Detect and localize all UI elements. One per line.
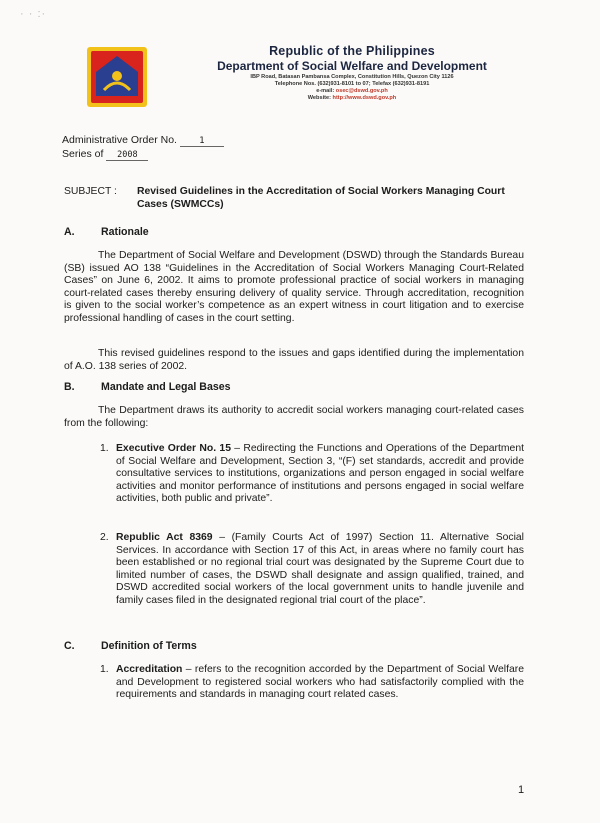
item-lead: Accreditation: [116, 664, 183, 675]
letterhead-republic: Republic of the Philippines: [269, 44, 435, 58]
email-label: e-mail:: [316, 88, 335, 94]
section-c-letter: C.: [64, 640, 75, 652]
section-a-letter: A.: [64, 226, 75, 238]
item-lead: Republic Act 8369: [116, 532, 213, 543]
mandate-item-1: [100, 443, 524, 506]
email-link[interactable]: osec@dswd.gov.ph: [335, 88, 388, 94]
subject-label: SUBJECT :: [64, 186, 117, 197]
letterhead-telephone: Telephone Nos. (632)931-8101 to 07; Telefax (632)931-8191: [274, 81, 430, 87]
section-b-letter: B.: [64, 381, 75, 393]
dswd-logo-icon: [86, 46, 148, 108]
section-a-heading: [64, 226, 149, 238]
admin-order-label: Administrative Order No.: [62, 134, 177, 146]
item-number: 1.: [100, 443, 109, 454]
rationale-paragraph-1: The Department of Social Welfare and Development (DSWD) through the Standards Bureau (SB) issued AO 138 “Guidelines in the Accreditation of Social Workers Managing Court-Related Cases” on June 6, 2002. It aims to promote professional practice of social workers in managing court-related cases thereby ensuring delivery of quality service. Through accreditation, recognition is given to the social worker’s competence as an expert witness in court litigation and to exercise professional handling of cases in the court setting.: [64, 250, 524, 324]
series-year: 2008: [106, 150, 148, 161]
mandate-intro: The Department draws its authority to accredit social workers managing court-related cases from the following:: [64, 405, 524, 429]
section-c-title: Definition of Terms: [101, 640, 197, 652]
series-label: Series of: [62, 148, 104, 160]
section-b-title: Mandate and Legal Bases: [101, 381, 231, 393]
admin-order-block: [62, 134, 224, 162]
website-label: Website:: [307, 95, 331, 101]
section-a-title: Rationale: [101, 226, 149, 238]
letterhead: [152, 44, 552, 101]
admin-order-number: 1: [180, 136, 224, 147]
letterhead-email-line: [152, 88, 552, 94]
item-text: – Redirecting the Functions and Operations of the Department of Social Welfare and Development, Section 3, “(F) set standards, accredit and provide consultative services to institutions, organizations and person engaged in social welfare activities and monitor performance of institutions and persons engaged in social welfare activities, both public and private”.: [116, 443, 524, 505]
letterhead-department: Department of Social Welfare and Development: [217, 59, 487, 73]
admin-order-number-row: [62, 134, 224, 148]
letterhead-website-line: [152, 95, 552, 101]
letterhead-address: IBP Road, Batasan Pambansa Complex, Constitution Hills, Quezon City 1126: [250, 74, 454, 80]
rationale-paragraph-2: This revised guidelines respond to the issues and gaps identified during the implementation of A.O. 138 series of 2002.: [64, 348, 524, 372]
item-text: – refers to the recognition accorded by the Department of Social Welfare and Development to registered social workers who had satisfactorily complied with the requirements and standards in managing court related cases.: [116, 664, 524, 701]
page-number: 1: [518, 784, 525, 796]
definition-item-1: [100, 664, 524, 702]
item-text: – (Family Courts Act of 1997) Section 11. Alternative Social Services. In accordance with Section 17 of this Act, in areas where no family court has been established or no regional trial court was designated by the Supreme Court due to limited number of cases, the DSWD shall designate and assign qualified, trained, and DSWD accredited social workers of the local government units to handle juvenile and family cases filed in the designated regional trial court of the place”.: [116, 532, 524, 606]
item-number: 2.: [100, 532, 109, 543]
section-c-heading: [64, 640, 197, 652]
item-number: 1.: [100, 664, 109, 675]
section-b-heading: [64, 381, 231, 393]
subject-text: Revised Guidelines in the Accreditation of Social Workers Managing Court Cases (SWMCCs): [137, 186, 505, 210]
mandate-item-2: [100, 532, 524, 608]
item-lead: Executive Order No. 15: [116, 443, 231, 454]
admin-order-series-row: [62, 148, 224, 162]
website-link[interactable]: http://www.dswd.gov.ph: [332, 95, 397, 101]
scan-mark: · · :·: [20, 8, 47, 20]
